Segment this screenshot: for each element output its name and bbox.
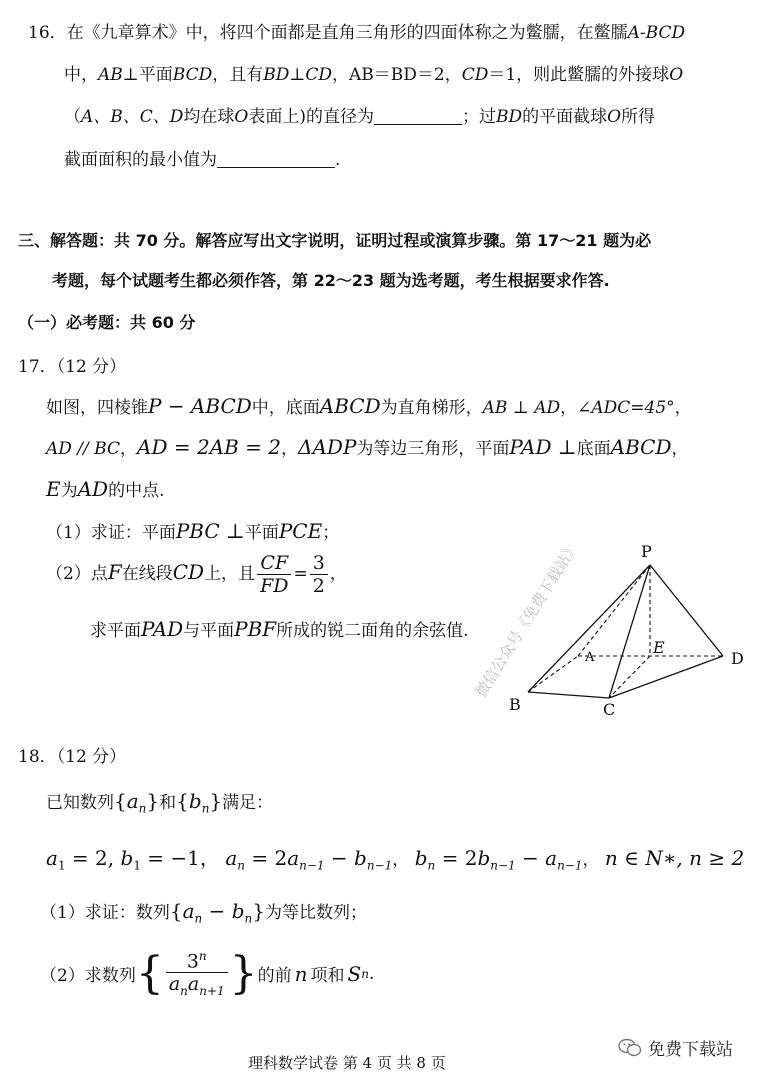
edge-pc xyxy=(609,565,650,698)
subscript: n xyxy=(237,858,245,873)
text: ， xyxy=(582,850,600,870)
label-e: E xyxy=(653,638,665,657)
text: 已知数列 xyxy=(46,793,114,813)
text: （1）求证：数列 xyxy=(40,903,170,923)
subscript: n−1 xyxy=(299,858,325,873)
math: b xyxy=(120,846,134,870)
text: 表面上)的直径为 xyxy=(248,107,374,127)
subscript: n xyxy=(427,858,436,873)
text: . xyxy=(368,963,375,984)
text: ， xyxy=(329,564,347,584)
text: ， xyxy=(671,439,689,459)
math: PAD ⊥ xyxy=(509,435,577,459)
math: PAD xyxy=(141,617,184,641)
q17-line3 xyxy=(46,476,165,501)
math: O xyxy=(607,107,622,127)
wechat-icon xyxy=(618,1038,642,1058)
q17-part2-line2 xyxy=(90,616,469,641)
math: BCD xyxy=(172,65,213,85)
math: b xyxy=(188,789,202,813)
brace-close: } xyxy=(209,789,223,813)
q16-line4 xyxy=(64,145,340,170)
text: . xyxy=(335,150,341,170)
text: ⊥ xyxy=(289,65,306,85)
label-d: D xyxy=(731,649,744,668)
math: CD xyxy=(461,65,489,85)
math: ABCD xyxy=(319,394,381,418)
math: n ∈ N∗, n ≥ 2 xyxy=(604,846,745,870)
text: （1）求证：平面 xyxy=(46,523,176,543)
numerator: CF xyxy=(257,552,291,575)
text: 与平面 xyxy=(183,621,235,641)
brace-open: { xyxy=(169,899,183,923)
section3-subheading: （一）必考题：共 60 分 xyxy=(18,313,196,332)
math: PCE xyxy=(278,519,323,543)
edge-ba-hidden xyxy=(528,656,578,692)
math: AB ⊥ AD xyxy=(482,398,561,418)
text: ，且有 xyxy=(212,65,264,85)
q18-part1 xyxy=(40,898,367,925)
q17-part1 xyxy=(46,518,339,543)
text: 为等比数列； xyxy=(264,903,367,923)
math: P − ABCD xyxy=(148,394,252,418)
brand-mark xyxy=(618,1035,733,1060)
subscript: n xyxy=(138,801,147,816)
q18-line1 xyxy=(46,788,273,815)
fraction-cf-fd xyxy=(257,552,291,597)
math: AD xyxy=(77,477,109,501)
q18-recurrence xyxy=(46,842,744,872)
text: ， xyxy=(120,439,137,459)
subscript: n+1 xyxy=(199,984,225,999)
math: F xyxy=(107,560,122,584)
label-c: C xyxy=(603,700,616,719)
math: S xyxy=(347,961,362,986)
q18-header: 18．（12 分） xyxy=(18,747,127,767)
text: 所成的锐二面角的余弦值. xyxy=(276,621,469,641)
label-b: B xyxy=(509,695,521,714)
math: b xyxy=(477,846,491,870)
text: 项和 xyxy=(310,966,345,986)
q16-text: 在《九章算术》中，将四个面都是直角三角形的四面体称之为鳖臑，在鳖臑 xyxy=(66,23,628,43)
math: PBF xyxy=(234,617,277,641)
text: ， xyxy=(674,398,692,418)
superscript: n xyxy=(198,948,207,963)
q16-number: 16． xyxy=(28,23,67,43)
math: ∠ADC=45° xyxy=(577,398,675,418)
brace-open: { xyxy=(176,789,189,813)
subscript: n xyxy=(244,911,253,926)
math: a xyxy=(545,846,558,870)
brace-close: } xyxy=(252,899,265,923)
math: A、B、C、D xyxy=(81,107,184,127)
q18-part2 xyxy=(40,948,374,999)
numerator: 3 xyxy=(310,552,328,575)
fraction-3-2 xyxy=(310,552,328,597)
text: ；过 xyxy=(462,107,496,127)
math: = 2 xyxy=(245,846,288,870)
text: 平面 xyxy=(244,523,279,543)
math: O xyxy=(669,65,684,85)
text: = xyxy=(293,564,308,584)
math: ABCD xyxy=(610,435,672,459)
math: AD = 2AB = 2 xyxy=(137,435,282,459)
pyramid-figure xyxy=(495,540,757,720)
q16-line1 xyxy=(28,18,685,43)
section3-heading-line2: 考题，每个试题考生都必须作答，第 22～23 题为选考题，考生根据要求作答. xyxy=(52,271,610,290)
text: 的平面截球 xyxy=(522,107,608,127)
text: ⊥平面 xyxy=(122,65,173,85)
math: = 2, xyxy=(65,846,121,870)
math: CD xyxy=(305,65,332,85)
label-p: P xyxy=(641,542,652,561)
text: 中，底面 xyxy=(251,398,320,418)
text: ， xyxy=(281,439,299,459)
math: CD xyxy=(172,560,205,584)
math: a xyxy=(187,973,200,996)
math: a xyxy=(182,899,195,923)
text: 中， xyxy=(64,65,98,85)
denominator: FD xyxy=(260,575,289,597)
text: 求平面 xyxy=(90,621,141,641)
text: （2）点 xyxy=(46,564,108,584)
subscript: 1 xyxy=(133,858,141,873)
text: 的前 xyxy=(257,966,292,986)
math: PBC ⊥ xyxy=(175,519,245,543)
edge-pa-hidden xyxy=(578,565,650,656)
text: ， xyxy=(392,850,410,870)
subscript: 1 xyxy=(57,858,66,873)
q16-line3 xyxy=(64,102,655,127)
text: 为直角梯形， xyxy=(380,398,483,418)
math: b xyxy=(414,846,428,870)
math: a xyxy=(46,846,58,870)
math: AB xyxy=(98,65,123,85)
math: − xyxy=(324,846,355,870)
math: ΔADP xyxy=(298,435,357,459)
brace-close: } xyxy=(229,948,258,999)
text: ，AB＝BD＝2， xyxy=(332,65,462,85)
math: = −1， xyxy=(140,846,220,870)
math: − xyxy=(515,846,546,870)
math: E xyxy=(46,477,61,501)
q17-header: 17．（12 分） xyxy=(18,357,127,377)
watermark-text: 微信公众号《免费下载站》 xyxy=(471,538,583,701)
fraction-3n-anan1 xyxy=(166,949,228,998)
q17-line1 xyxy=(46,393,692,418)
math: n xyxy=(294,961,308,986)
math: a xyxy=(168,973,181,996)
brace-open: { xyxy=(135,948,164,999)
text: ； xyxy=(322,523,340,543)
brace-close: } xyxy=(146,789,160,813)
math: AD // BC xyxy=(46,439,120,459)
denominator xyxy=(166,973,228,998)
math: A-BCD xyxy=(627,23,686,43)
text: 在线段 xyxy=(121,564,173,584)
math: b xyxy=(354,846,367,870)
subscript: n xyxy=(201,801,210,816)
denominator: 2 xyxy=(312,575,325,597)
text: 上，且 xyxy=(204,564,256,584)
text: 底面 xyxy=(576,439,611,459)
edge-cd xyxy=(609,656,723,698)
numerator xyxy=(166,949,228,973)
text: 截面面积的最小值为 xyxy=(64,150,217,170)
text: 和 xyxy=(159,793,177,813)
brace-open: { xyxy=(114,789,127,813)
subscript: n xyxy=(361,966,369,981)
text: 为等边三角形，平面 xyxy=(356,439,510,459)
math: 3 xyxy=(186,950,199,973)
q17-line2 xyxy=(46,434,689,459)
text: ， xyxy=(560,398,578,418)
text: 满足： xyxy=(222,793,274,813)
subscript: n xyxy=(194,911,203,926)
text: 均在球 xyxy=(183,107,235,127)
math: BD xyxy=(263,65,290,85)
q16-line2 xyxy=(64,60,683,85)
math: a xyxy=(287,846,300,870)
text: （ xyxy=(64,107,81,127)
brand-text: 免费下载站 xyxy=(648,1040,733,1060)
text: （2）求数列 xyxy=(40,966,136,986)
q17-part2 xyxy=(46,552,347,597)
label-a: A xyxy=(585,650,595,665)
page-footer: 理科数学试卷 第 4 页 共 8 页 xyxy=(248,1054,446,1072)
edge-bc xyxy=(528,692,609,698)
text: 为 xyxy=(60,481,78,501)
math: O xyxy=(234,107,249,127)
answer-blank-2[interactable] xyxy=(217,149,335,168)
subscript: n−1 xyxy=(557,858,583,873)
text: 如图，四棱锥 xyxy=(46,398,148,418)
math: a xyxy=(225,846,238,870)
subscript: n−1 xyxy=(490,858,516,873)
math: − b xyxy=(202,899,245,923)
math: a xyxy=(126,789,139,813)
subscript: n−1 xyxy=(366,858,393,873)
text: 的中点. xyxy=(108,481,165,501)
subscript: n xyxy=(180,984,188,999)
math: = 2 xyxy=(435,846,478,870)
edge-pb xyxy=(528,565,650,692)
text: 所得 xyxy=(621,107,656,127)
section3-heading-line1: 三、解答题：共 70 分。解答应写出文字说明，证明过程或演算步骤。第 17～21 题为必 xyxy=(18,231,652,250)
text: ＝1，则此鳖臑的外接球 xyxy=(488,65,670,85)
answer-blank-1[interactable] xyxy=(374,106,462,125)
math: BD xyxy=(496,107,523,127)
